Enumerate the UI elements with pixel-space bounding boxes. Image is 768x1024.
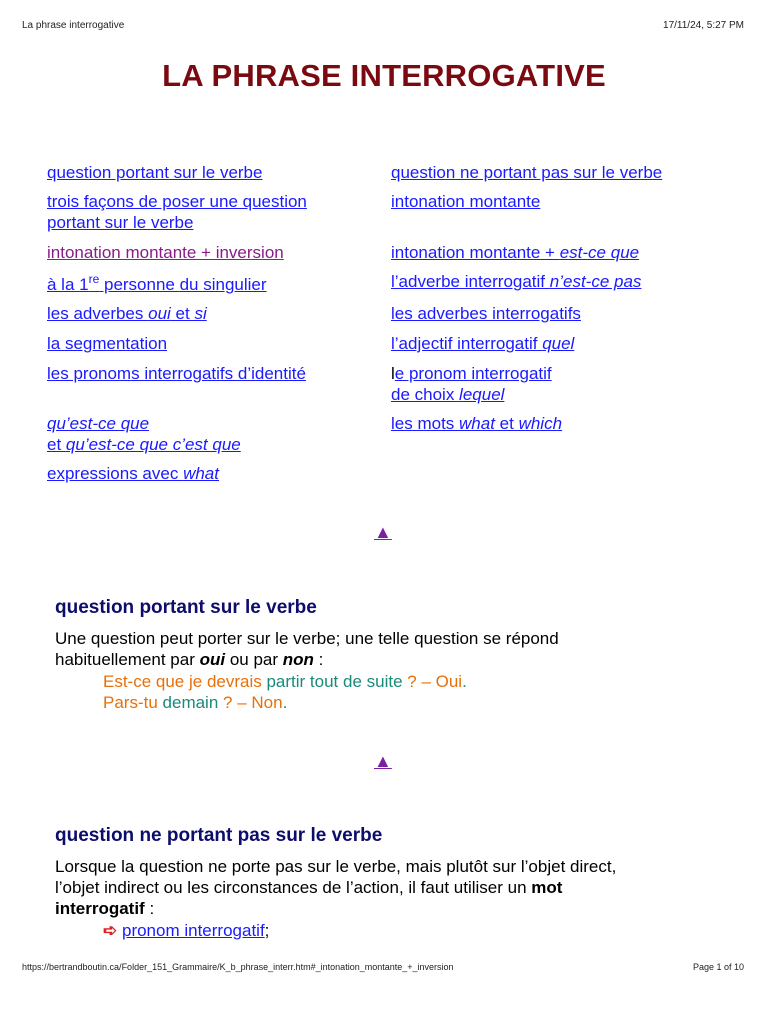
example-fragment: . [282,693,288,712]
toc-text: et [170,304,195,323]
toc-link-question-non-verbe[interactable]: question ne portant pas sur le verbe [391,163,663,182]
body-text: ; [264,921,270,940]
toc-link-expressions-what[interactable] [47,463,219,484]
back-to-top-link[interactable]: ▲ [374,522,392,542]
toc-link-intonation-inversion[interactable]: intonation montante + inversion [47,243,284,262]
toc-link-trois-facons[interactable] [47,191,307,233]
toc-link-lequel[interactable] [391,364,552,404]
toc-link-what-which[interactable] [391,413,562,434]
toc-link-quest-ce-que[interactable] [47,413,241,455]
toc-italic: lequel [459,385,505,404]
toc-link-oui-si[interactable] [47,303,207,324]
arrow-right-icon: ➪ [103,921,118,940]
toc-text: et [494,414,519,433]
example-fragment: ? – Oui [402,672,463,691]
link-pronom-interrogatif[interactable]: pronom interrogatif [121,921,265,940]
section-heading-question-verbe: question portant sur le verbe [55,597,317,618]
toc-text: l’adverbe interrogatif [391,272,550,291]
toc-italic: what [459,414,495,433]
toc-italic: n’est-ce pas [549,272,642,291]
body-text: : [313,650,324,669]
body-text: Une question peut porter sur le verbe; une telle question se répond [55,629,559,648]
example-sentence-1 [103,671,467,692]
toc-text: et [47,435,66,454]
toc-text: de choix [391,385,460,404]
toc-text: portant sur le verbe [47,213,194,232]
toc-text: intonation montante + [391,243,560,262]
emphasis-mot: mot [531,878,563,897]
toc-link-premiere-personne[interactable] [47,274,267,295]
section-heading-question-non-verbe: question ne portant pas sur le verbe [55,825,383,846]
section1-paragraph [55,628,695,670]
toc-text: trois façons de poser une question [47,192,307,211]
toc-link-question-verbe[interactable]: question portant sur le verbe [47,163,263,182]
body-text: ou par [225,650,283,669]
toc-text: personne du singulier [99,275,267,294]
toc-link-segmentation[interactable]: la segmentation [47,334,168,353]
example-fragment: . [462,672,467,691]
example-fragment: partir tout de suite [266,672,403,691]
toc-italic: qu’est-ce que [47,414,150,433]
body-text: l’objet indirect ou les circonstances de l’action, il faut utiliser un [55,878,532,897]
print-header-title: La phrase interrogative [22,20,125,31]
toc-italic: si [194,304,207,323]
toc-text: expressions avec [47,464,184,483]
page-title: LA PHRASE INTERROGATIVE [162,58,606,93]
superscript: re [88,272,100,286]
emphasis-oui: oui [199,650,226,669]
toc-text: les mots [391,414,460,433]
example-fragment: Est-ce que je devrais [103,672,267,691]
toc-text: à la 1 [47,275,89,294]
example-sentence-2 [103,692,287,713]
toc-italic: quel [542,334,575,353]
toc-italic: est-ce que [559,243,640,262]
print-footer-url: https://bertrandboutin.ca/Folder_151_Grammaire/K_b_phrase_interr.htm#_intonation_montante_+_inversion [22,962,454,972]
emphasis-interrogatif: interrogatif [55,899,145,918]
example-fragment: demain [162,693,219,712]
toc-link-nest-ce-pas[interactable] [391,271,641,292]
toc-text: l [391,364,395,383]
body-text: : [144,899,155,918]
toc-text: les adverbes [47,304,149,323]
toc-text: e pronom interrogatif [394,364,552,383]
toc-italic: oui [148,304,171,323]
print-footer-page: Page 1 of 10 [692,962,744,972]
toc-link-est-ce-que[interactable] [391,242,639,263]
toc-italic: what [183,464,219,483]
emphasis-non: non [282,650,314,669]
example-fragment: Pars-tu [103,693,163,712]
body-text: habituellement par [55,650,200,669]
list-item-pronom [103,920,269,941]
toc-italic: which [518,414,563,433]
section2-paragraph [55,856,695,919]
toc-italic: qu’est-ce que c’est que [65,435,241,454]
toc-link-adjectif-quel[interactable] [391,333,574,354]
body-text: Lorsque la question ne porte pas sur le verbe, mais plutôt sur l’objet direct, [55,857,617,876]
back-to-top-link[interactable]: ▲ [374,751,392,771]
toc-text: l’adjectif interrogatif [391,334,543,353]
toc-link-adverbes-interrogatifs[interactable]: les adverbes interrogatifs [391,304,581,323]
print-header-datetime: 17/11/24, 5:27 PM [663,20,744,31]
toc-link-intonation-montante[interactable]: intonation montante [391,192,541,211]
toc-entry-lequel [391,363,552,405]
toc-link-pronoms-identite[interactable]: les pronoms interrogatifs d’identité [47,364,306,383]
example-fragment: ? – Non [218,693,283,712]
